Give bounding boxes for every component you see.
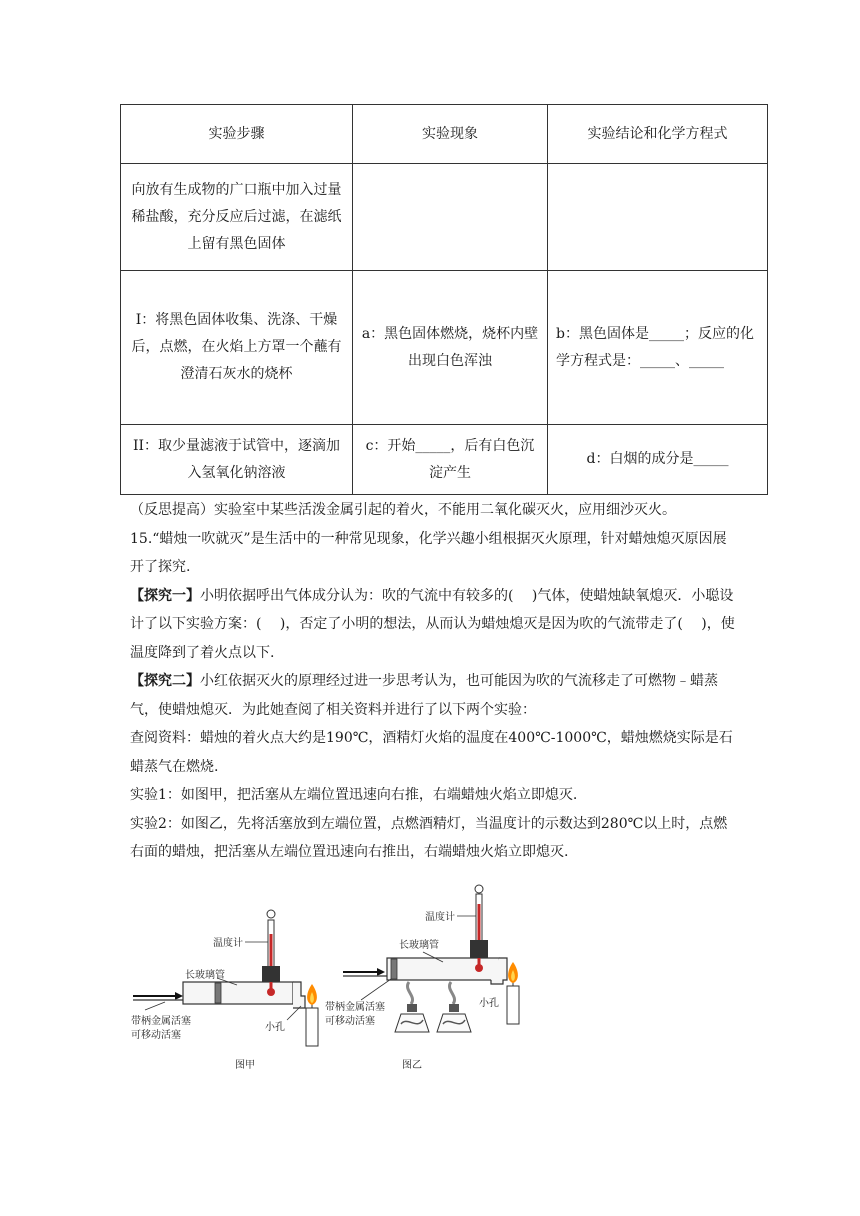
figure-jia <box>131 910 318 1071</box>
explore-one-paragraph <box>130 582 740 668</box>
thermometer-bulb <box>267 988 275 996</box>
explore-one-label: 【探究一】 <box>130 587 200 604</box>
tube-elbow <box>293 982 305 1008</box>
explore-two-paragraph <box>130 667 740 724</box>
experiment-table <box>120 104 768 495</box>
experiment-2-paragraph: 实验2：如图乙，先将活塞放到左端位置，点燃酒精灯，当温度计的示数达到280℃以上时，点燃右面的蜡烛，把活塞从左端位置迅速向右推出，右端蜡烛火焰立即熄灭. <box>130 815 728 860</box>
cell-conclusion: d：白烟的成分是_____ <box>548 425 768 495</box>
cell-conclusion: b：黑色固体是_____；反应的化学方程式是：_____、_____ <box>548 271 768 425</box>
question-15: 15.“蜡烛一吹就灭”是生活中的一种常见现象，化学兴趣小组根据灭火原理，针对蜡烛熄灭原因展开了探究. <box>130 530 727 575</box>
experiment-1-paragraph: 实验1：如图甲，把活塞从左端位置迅速向右推，右端蜡烛火焰立即熄灭. <box>130 787 578 803</box>
cell-step: 向放有生成物的广口瓶中加入过量稀盐酸，充分反应后过滤，在滤纸上留有黑色固体 <box>121 164 353 271</box>
table-header-row <box>121 105 768 164</box>
table-row <box>121 164 768 271</box>
label-thermometer: 温度计 <box>425 912 455 923</box>
rubber-stopper <box>470 940 488 958</box>
explore-two-label: 【探究二】 <box>130 673 200 689</box>
table-row <box>121 425 768 495</box>
rubber-stopper <box>262 966 280 982</box>
lamp-flame-icon <box>449 982 454 1004</box>
metal-piston <box>215 983 221 1003</box>
label-tube: 长玻璃管 <box>185 970 225 981</box>
arrow-head-icon <box>175 992 183 1000</box>
long-glass-tube <box>183 982 293 1004</box>
header-phenomenon: 实验现象 <box>353 105 548 164</box>
label-line <box>145 1002 165 1010</box>
cell-step: I：将黑色固体收集、洗涤、干燥后，点燃，在火焰上方罩一个蘸有澄清石灰水的烧杯 <box>121 271 353 425</box>
explore-one-text: 小明依据呼出气体成分认为：吹的气流中有较多的( )气体，使蜡烛缺氧熄灭．小聪设计了以下实验方案：( )，否定了小明的想法，从而认为蜡烛熄灭是因为吹的气流带走了( )，使温度降到了着火点以下. <box>130 587 735 661</box>
alcohol-lamp <box>395 982 429 1032</box>
cell-phenomenon: c：开始_____，后有白色沉淀产生 <box>353 425 548 495</box>
cell-phenomenon: a：黑色固体燃烧，烧杯内壁出现白色浑浊 <box>353 271 548 425</box>
label-hole: 小孔 <box>265 1022 285 1033</box>
thermometer-top <box>267 910 275 918</box>
thermometer-top <box>475 885 483 893</box>
lamp-cap <box>449 1004 459 1012</box>
label-piston-2: 可移动活塞 <box>325 1016 375 1027</box>
header-step: 实验步骤 <box>121 105 353 164</box>
cell-phenomenon <box>353 164 548 271</box>
caption-yi: 图乙 <box>402 1060 422 1071</box>
figure-yi <box>325 885 519 1071</box>
table-row <box>121 271 768 425</box>
label-piston-1: 带柄金属活塞 <box>131 1016 191 1027</box>
candle <box>306 1008 318 1046</box>
lamp-flame-icon <box>407 982 412 1004</box>
explore-two-text: 小红依据灭火的原理经过进一步思考认为，也可能因为吹的气流移走了可燃物﹣蜡蒸气，使蜡烛熄灭．为此她查阅了相关资料并进行了以下两个实验： <box>130 673 718 718</box>
reference-paragraph: 查阅资料：蜡烛的着火点大约是190℃，酒精灯火焰的温度在400℃-1000℃，蜡烛燃烧实际是石蜡蒸气在燃烧. <box>130 730 733 775</box>
body-text <box>130 496 740 867</box>
apparatus-figure <box>125 882 525 1072</box>
cell-conclusion <box>548 164 768 271</box>
lamp-cap <box>407 1004 417 1012</box>
alcohol-lamp <box>437 982 471 1032</box>
metal-piston <box>391 959 397 979</box>
label-piston-2: 可移动活塞 <box>131 1030 181 1041</box>
label-line <box>361 979 391 1000</box>
label-piston-1: 带柄金属活塞 <box>325 1002 385 1013</box>
thermometer-bulb <box>475 964 483 972</box>
caption-jia: 图甲 <box>235 1060 255 1071</box>
apparatus-diagram <box>125 882 525 1072</box>
candle <box>507 986 519 1024</box>
label-thermometer: 温度计 <box>213 938 243 949</box>
label-hole: 小孔 <box>479 998 499 1009</box>
reflection-paragraph: （反思提高）实验室中某些活泼金属引起的着火，不能用二氧化碳灭火，应用细沙灭火。 <box>130 502 676 518</box>
label-tube: 长玻璃管 <box>399 940 439 951</box>
cell-step: II：取少量滤液于试管中，逐滴加入氢氧化钠溶液 <box>121 425 353 495</box>
arrow-head-icon <box>377 968 385 976</box>
header-conclusion: 实验结论和化学方程式 <box>548 105 768 164</box>
